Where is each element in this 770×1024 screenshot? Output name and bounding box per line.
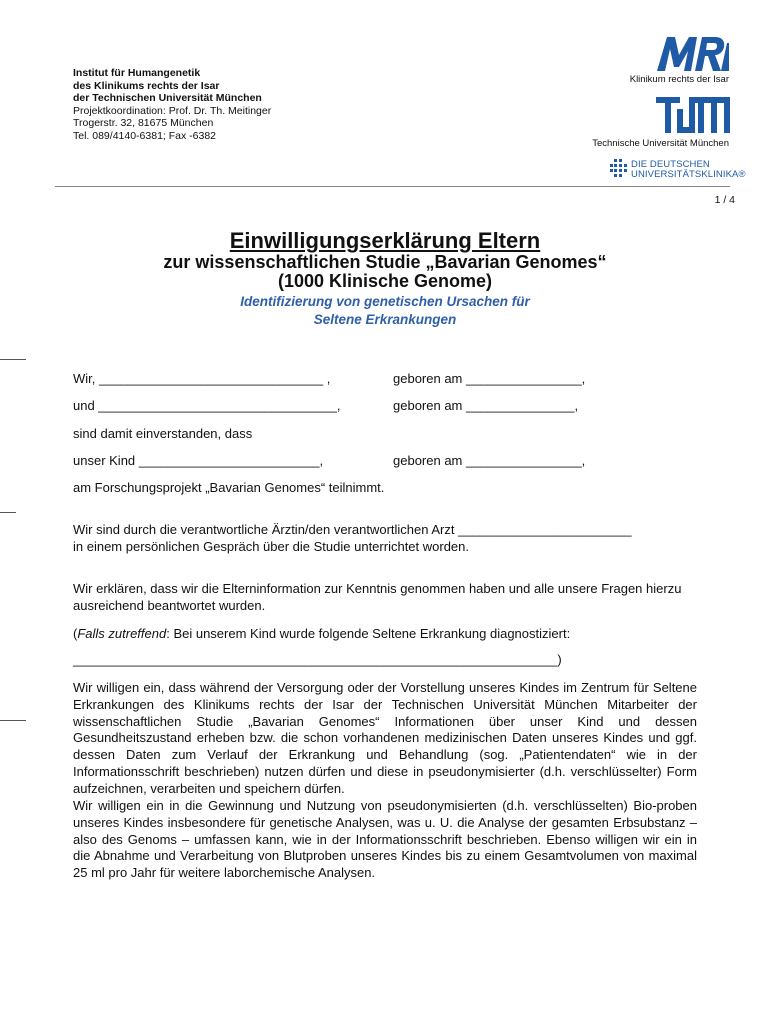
- diagnosis-paragraph: [73, 626, 697, 643]
- child-name-field[interactable]: unser Kind _________________________,: [73, 453, 324, 468]
- project-coordination: Projektkoordination: Prof. Dr. Th. Meitinger: [73, 104, 272, 117]
- institute-address: [73, 67, 271, 143]
- study-aim-line2: Seltene Erkrankungen: [313, 312, 457, 327]
- study-aim-line1: Identifizierung von genetischen Ursachen für: [240, 294, 530, 309]
- study-aim: [0, 293, 770, 329]
- tum-logo: [656, 97, 730, 133]
- info-paragraph: Wir erklären, dass wir die Elterninformation zur Kenntnis genommen haben und alle unsere Fragen hierzu ausreichend beantwortet wurden.: [73, 581, 682, 613]
- document-subtitle: [0, 253, 770, 291]
- subtitle-line1: zur wissenschaftlichen Studie „Bavarian Genomes“: [163, 252, 607, 272]
- participation-statement: am Forschungsprojekt „Bavarian Genomes“ teilnimmt.: [73, 480, 385, 495]
- mri-logo: [657, 37, 729, 71]
- header-divider: [55, 186, 730, 187]
- institute-phone: Tel. 089/4140-6381; Fax -6382: [73, 129, 217, 142]
- consent-biosample-paragraph: Wir willigen ein in die Gewinnung und Nutzung von pseudonymisierten (d.h. verschlüsselten) Bio-proben unseres Kindes insbesondere für genetische Analysen, was u. U. die Analyse der gesamten Erbsubstanz – also des Genoms – umfassen kann, wie in der Informationsschrift beschrieben. Ebenso willigen wir ein in die Abnahme und Verarbeitung von Blutproben unseres Kindes bis zu einem Gesamtvolumen von maximal 25 ml pro Jahr für weitere laborchemische Analysen.: [73, 798, 697, 881]
- institute-university: der Technischen Universität München: [73, 92, 262, 105]
- ddu-logo-text: [631, 160, 746, 179]
- ddu-line2: UNIVERSITÄTSKLINIKA®: [631, 168, 746, 180]
- diagnosis-text: : Bei unserem Kind wurde folgende Seltene Erkrankung diagnostiziert:: [166, 626, 571, 641]
- document-title: Einwilligungserklärung Eltern: [229, 228, 541, 253]
- ddu-line1: DIE DEUTSCHEN: [631, 159, 710, 170]
- institute-street: Trogerstr. 32, 81675 München: [73, 117, 214, 130]
- mri-caption: Klinikum rechts der Isar: [629, 74, 729, 85]
- if-applicable-label: Falls zutreffend: [77, 626, 167, 641]
- parent2-row: [73, 398, 579, 413]
- institute-name: Institut für Humangenetik: [73, 67, 201, 79]
- parent2-name-field[interactable]: und _________________________________,: [73, 398, 341, 413]
- doctor-line2: in einem persönlichen Gespräch über die Studie unterrichtet worden.: [73, 538, 470, 554]
- diagnosis-open-paren: (: [73, 626, 78, 641]
- subtitle-line2: (1000 Klinische Genome): [277, 271, 493, 291]
- consent-data-paragraph: Wir willigen ein, dass während der Versorgung oder der Vorstellung unseres Kindes im Zentrum für Seltene Erkrankungen des Klinikums rechts der Isar der Technischen Universität München Mitarbeiter der wissenschaftlichen Studie „Bavarian Genomes“ Informationen über unser Kind und dessen Gesundheitszustand erheben bzw. die schon vorhandenen medizinischen Daten unseres Kindes und ggf. dessen Daten zum Verlauf der Erkrankung und Behandlung (sog. „Patientendaten“ wie in der Informationsschrift beschrieben) nutzen dürfen und diese in pseudonymisierter (d.h. verschlüsselter) Form aufzeichnen, verarbeiten und speichern dürfen.: [73, 680, 697, 796]
- parent1-name-field[interactable]: Wir, _______________________________ ,: [73, 371, 331, 386]
- fold-mark-top: [0, 359, 26, 360]
- child-row: [73, 453, 586, 468]
- agreement-intro: sind damit einverstanden, dass: [73, 426, 253, 441]
- diagnosis-blank-field[interactable]: ___________________________________________________________________): [73, 652, 562, 667]
- punch-mark: [0, 512, 16, 513]
- parent1-row: [73, 371, 586, 386]
- child-birthdate-field[interactable]: geboren am ________________,: [393, 453, 586, 468]
- doctor-paragraph: [73, 522, 697, 556]
- tum-caption: Technische Universität München: [592, 138, 729, 149]
- page-number: 1 / 4: [714, 194, 735, 206]
- parent2-birthdate-field[interactable]: geboren am _______________,: [393, 398, 579, 413]
- institute-clinic: des Klinikums rechts der Isar: [73, 79, 220, 92]
- fold-mark-bottom: [0, 720, 26, 721]
- doctor-line[interactable]: Wir sind durch die verantwortliche Ärztin/den verantwortlichen Arzt ________________________: [73, 522, 632, 537]
- parent1-birthdate-field[interactable]: geboren am ________________,: [393, 371, 586, 386]
